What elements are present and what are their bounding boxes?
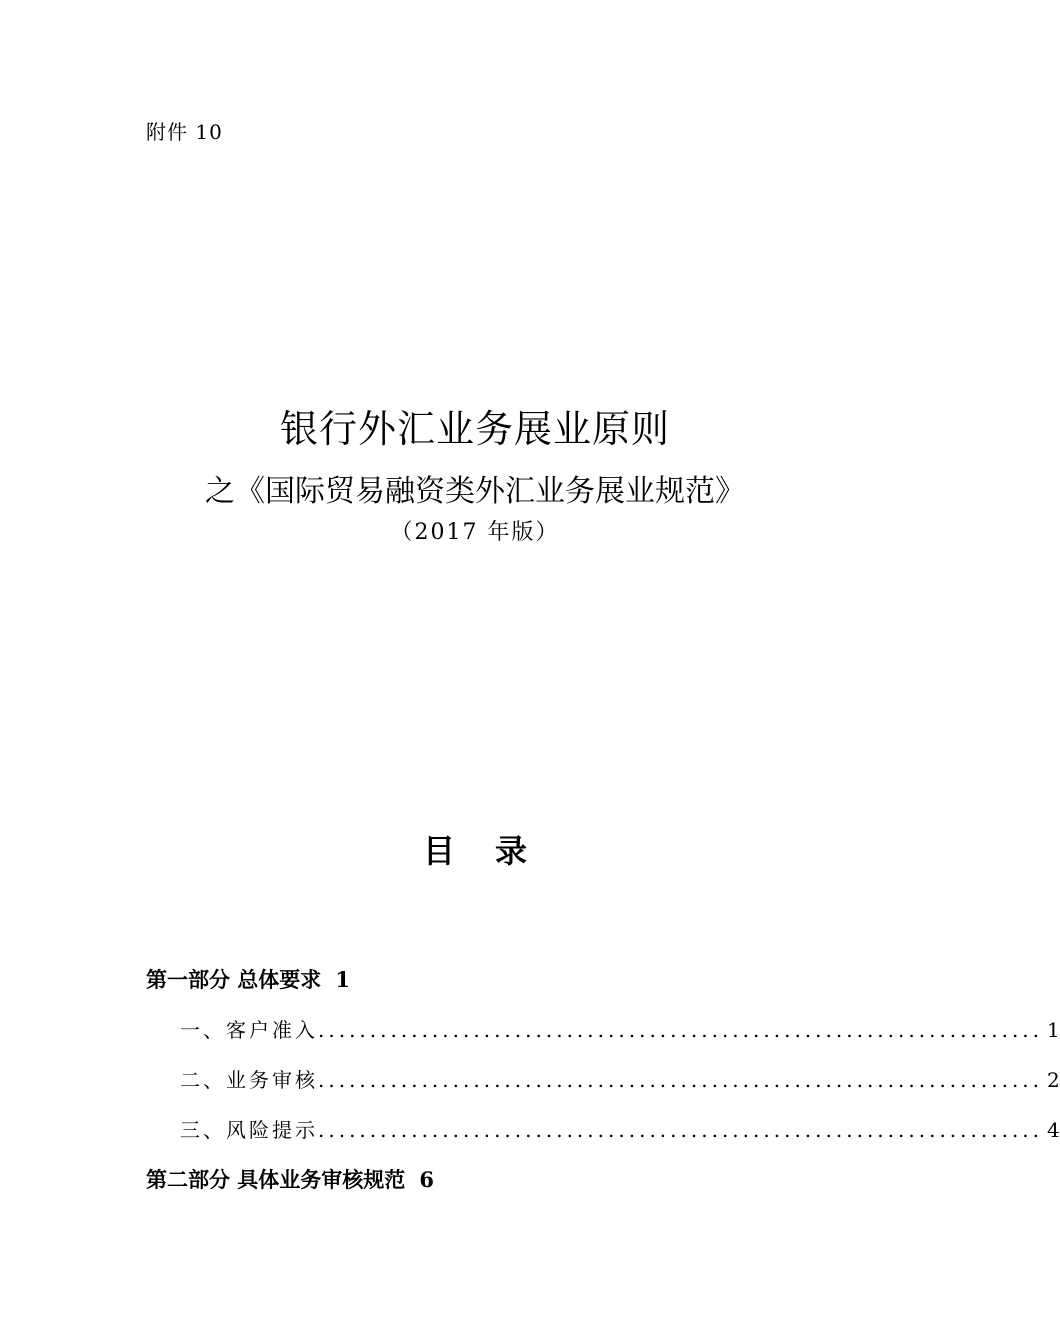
toc-entry-2[interactable] — [180, 1064, 1060, 1093]
toc-dot-leader: ...................................................................... — [318, 1018, 1044, 1042]
toc-entry-label: 三、风险提示 — [180, 1118, 318, 1142]
toc-entry-label: 一、客户准入 — [180, 1018, 318, 1042]
toc-heading-left: 目 — [422, 832, 455, 870]
toc-part-2[interactable] — [146, 1164, 434, 1194]
toc-part-label: 第二部分 具体业务审核规范 — [146, 1167, 406, 1192]
toc-heading — [0, 826, 950, 872]
document-edition: （2017 年版） — [390, 520, 560, 545]
toc-entry-3[interactable] — [180, 1114, 1060, 1143]
toc-part-1[interactable] — [146, 964, 350, 994]
document-subtitle: 之《国际贸易融资类外汇业务展业规范》 — [205, 474, 745, 509]
attachment-label: 附件 10 — [146, 120, 223, 144]
toc-part-page: 6 — [419, 1167, 434, 1192]
toc-entry-1[interactable] — [180, 1014, 1060, 1043]
toc-heading-right: 录 — [495, 832, 528, 870]
document-title: 银行外汇业务展业原则 — [279, 407, 670, 451]
toc-part-page: 1 — [335, 967, 350, 992]
toc-entry-label: 二、业务审核 — [180, 1068, 318, 1092]
toc-entry-page: 1 — [1047, 1018, 1060, 1042]
toc-dot-leader: ...................................................................... — [318, 1068, 1044, 1092]
toc-entry-page: 2 — [1047, 1068, 1060, 1092]
toc-dot-leader: ...................................................................... — [318, 1118, 1044, 1142]
toc-entry-page: 4 — [1047, 1118, 1060, 1142]
toc-part-label: 第一部分 总体要求 — [146, 967, 322, 992]
